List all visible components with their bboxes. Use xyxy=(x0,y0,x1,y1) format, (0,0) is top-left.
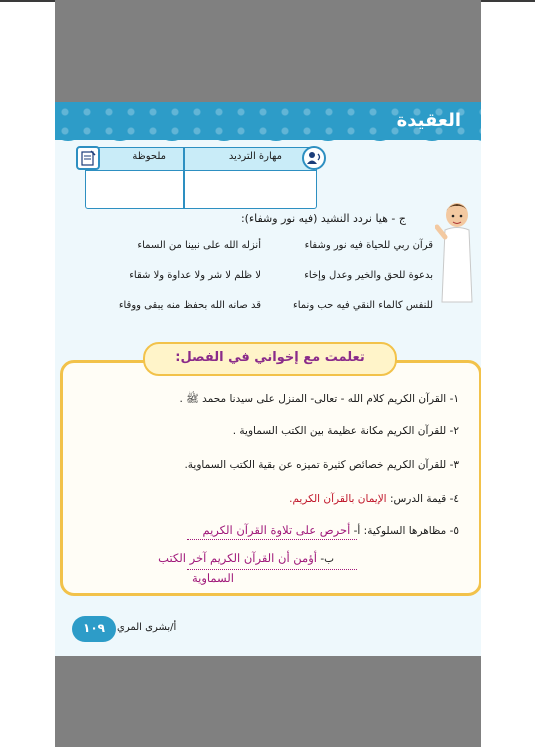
textbook-page xyxy=(55,102,481,656)
table-header xyxy=(86,148,316,171)
banner-wave xyxy=(55,136,481,146)
behavior-a: أحرص على تلاوة القرآن الكريم xyxy=(202,523,351,537)
behaviors-label: ٥- مظاهرها السلوكية: أ- xyxy=(353,525,459,537)
section-title: العقيدة xyxy=(396,110,461,131)
learned-badge xyxy=(143,342,397,376)
lesson-value-label: ٤- قيمة الدرس: xyxy=(389,493,459,505)
poem-line: أنزله الله على نبينا من السماء xyxy=(137,240,261,251)
notepad-icon xyxy=(76,146,100,170)
teacher-name: أ/بشرى المري xyxy=(117,622,177,633)
table-divider xyxy=(183,148,185,208)
bottom-gray-area xyxy=(55,656,481,747)
note-column-label: ملحوظة xyxy=(132,151,166,162)
lesson-value xyxy=(289,493,459,505)
learned-item: ١- القرآن الكريم كلام الله - تعالى- المنزل على سيدنا محمد ﷺ . xyxy=(179,393,459,405)
learned-box xyxy=(60,360,481,596)
top-gray-area xyxy=(55,0,481,102)
poem-line: قد صانه الله بحفظ منه يبقى ووقاء xyxy=(118,300,261,311)
page-number: ١٠٩ xyxy=(83,621,105,635)
lesson-value-text: الإيمان بالقرآن الكريم. xyxy=(289,493,387,505)
behavior-b-line1: أؤمن أن القرآن الكريم آخر الكتب xyxy=(158,551,317,565)
section-banner xyxy=(55,102,481,140)
behaviors-row xyxy=(202,523,459,537)
learned-item: ٣- للقرآن الكريم خصائص كثيرة تميزه عن بقية الكتب السماوية. xyxy=(184,459,459,471)
dotted-line xyxy=(187,569,357,570)
dotted-line xyxy=(187,539,357,540)
behavior-b-prefix: ب- xyxy=(320,553,334,565)
page-number-badge xyxy=(72,616,116,642)
learned-item: ٢- للقرآن الكريم مكانة عظيمة بين الكتب السماوية . xyxy=(232,425,459,437)
poem-line: قرآن ربي للحياة فيه نور وشفاء xyxy=(304,240,433,251)
poem-heading: ج - هيا نردد النشيد (فيه نور وشفاء): xyxy=(240,212,406,225)
learned-badge-label: تعلمت مع إخواني في الفصل: xyxy=(175,350,365,365)
poem-line: بدعوة للحق والخير وعدل وإخاء xyxy=(304,270,433,281)
student-illustration xyxy=(435,197,481,307)
behavior-b-line2: السماوية xyxy=(191,571,234,585)
poem-line: لا ظلم لا شر ولا عداوة ولا شقاء xyxy=(129,270,261,281)
skill-note-table xyxy=(85,147,317,209)
poem-line: للنفس كالماء النقي فيه حب ونماء xyxy=(293,300,433,311)
behavior-b-row xyxy=(158,551,334,565)
listen-icon xyxy=(302,146,326,170)
skill-column-label: مهارة الترديد xyxy=(228,151,282,162)
